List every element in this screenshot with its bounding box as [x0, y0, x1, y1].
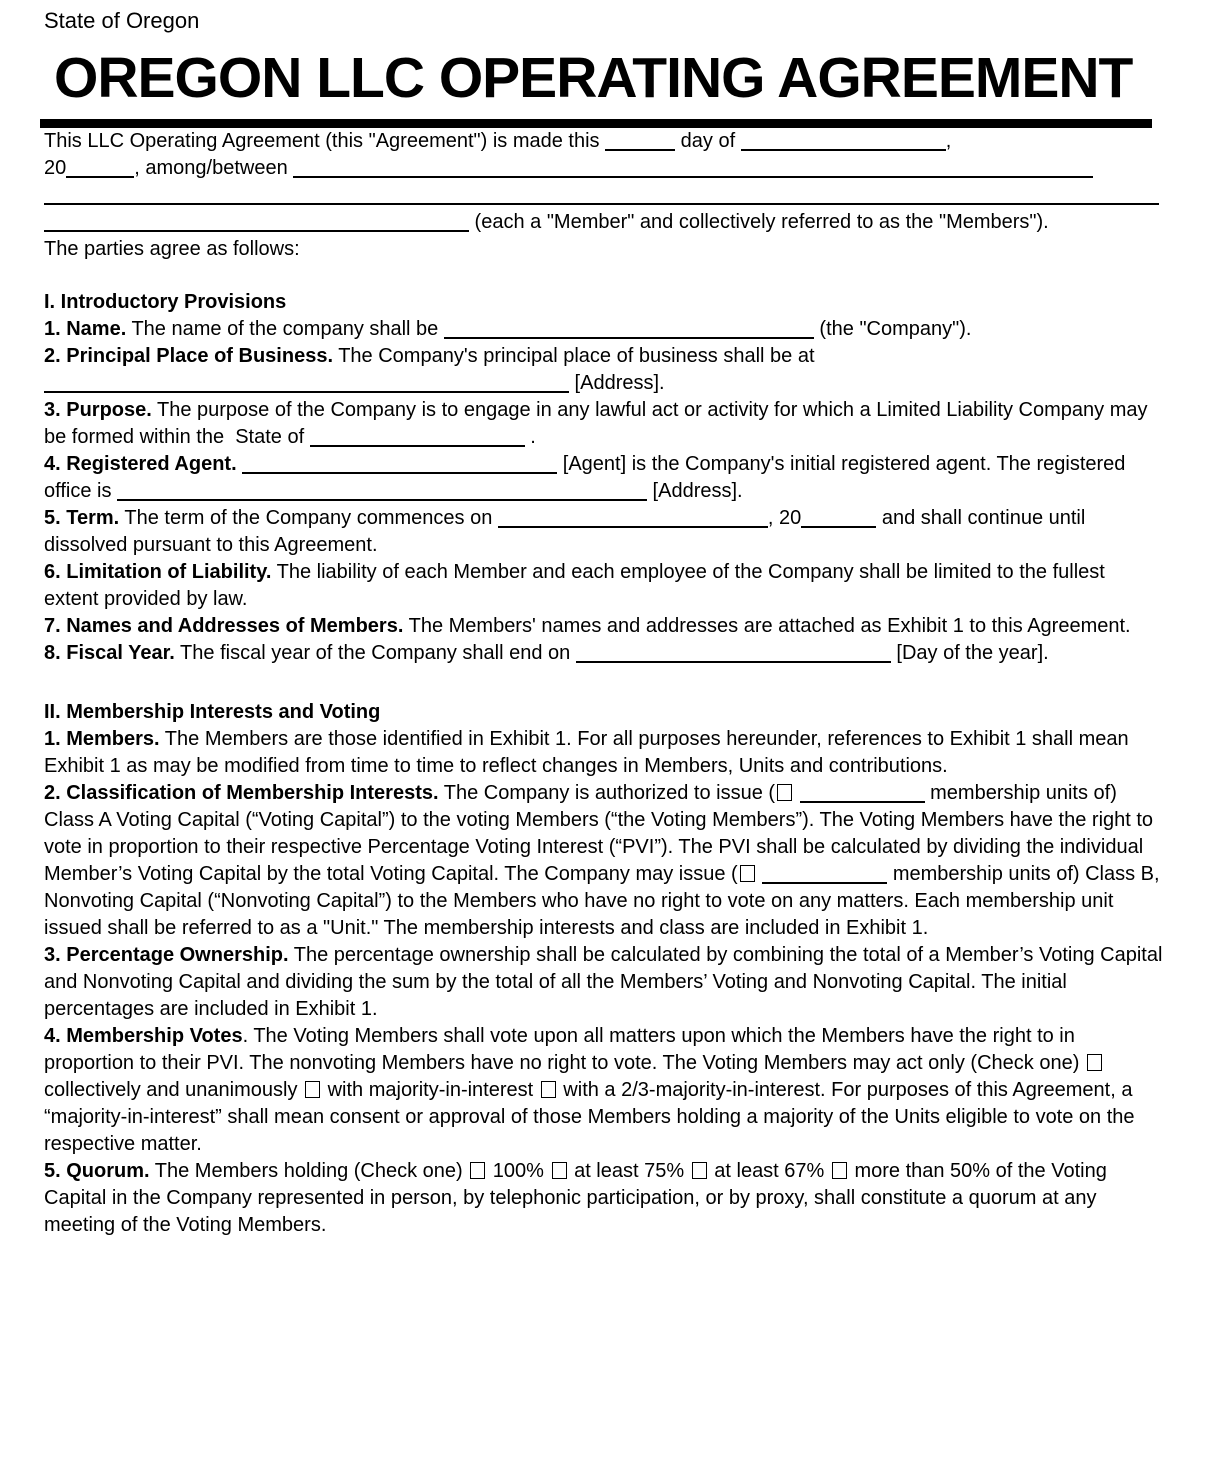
blank-field[interactable]	[44, 210, 469, 232]
checkbox[interactable]	[305, 1081, 320, 1098]
text-run: The Company's principal place of business shall be at	[333, 345, 821, 367]
text-run: membership units of) Class B, Nonvoting Capital (“Nonvoting Capital”) to the Members who have no right to vote on any matters. Each membership unit issued shall be referred to as a "Unit." The membership interests and class are included in Exhibit 1.	[44, 863, 1166, 939]
text-run: [Address].	[569, 372, 665, 394]
item-members	[44, 726, 1164, 780]
text-run: and shall continue until dissolved pursuant to this Agreement.	[44, 507, 1091, 556]
document-body	[44, 128, 1168, 1239]
checkbox[interactable]	[1087, 1054, 1102, 1071]
text-run: This LLC Operating Agreement (this "Agreement") is made this	[44, 130, 606, 152]
item-quorum	[44, 1158, 1164, 1239]
text-run: The term of the Company commences on	[119, 507, 498, 529]
blank-field[interactable]	[800, 781, 925, 803]
checkbox[interactable]	[740, 865, 755, 882]
blank-field[interactable]	[498, 506, 768, 528]
text-run: [Day of the year].	[890, 642, 1049, 664]
text-run: The Members holding (Check one)	[149, 1160, 469, 1182]
bold-text-run: 5. Term.	[44, 507, 120, 529]
checkbox[interactable]	[470, 1162, 485, 1179]
text-run: ,	[945, 130, 952, 152]
blank-field[interactable]	[66, 156, 134, 178]
blank-field[interactable]	[293, 156, 1093, 178]
blank-field[interactable]	[310, 425, 525, 447]
text-run: The Members are those identified in Exhibit 1. For all purposes hereunder, references to Exhibit 1 shall mean Exhibit 1 as may be modified from time to time to reflect changes in Members, Units and contributions.	[44, 728, 1135, 777]
blank-field[interactable]	[242, 452, 557, 474]
bold-text-run: 2. Classification of Membership Interests.	[44, 782, 439, 804]
text-run: , among/between	[134, 157, 294, 179]
text-run: (each a "Member" and collectively referred to as the "Members").	[469, 211, 1049, 233]
text-run: , 20	[767, 507, 802, 529]
item-names-addresses	[44, 613, 1164, 640]
text-run: 100%	[487, 1160, 550, 1182]
blank-field[interactable]	[576, 641, 891, 663]
checkbox[interactable]	[692, 1162, 707, 1179]
checkbox[interactable]	[552, 1162, 567, 1179]
bold-text-run: 3. Percentage Ownership.	[44, 944, 289, 966]
checkbox[interactable]	[777, 784, 792, 801]
bold-text-run: 1. Members.	[44, 728, 160, 750]
section-heading-1	[44, 289, 1164, 316]
item-name	[44, 316, 1164, 343]
blank-field[interactable]	[44, 183, 1159, 205]
item-principal-place	[44, 343, 1164, 397]
parties-line	[44, 236, 1164, 263]
bold-text-run: 7. Names and Addresses of Members.	[44, 615, 404, 637]
bold-text-run: 3. Purpose.	[44, 399, 152, 421]
text-run: [Agent] is the Company's initial registered agent. The registered office is	[44, 453, 1131, 502]
intro-paragraph	[44, 128, 1164, 236]
bold-text-run: 1. Name.	[44, 318, 127, 340]
bold-text-run: 2. Principal Place of Business.	[44, 345, 334, 367]
bold-text-run: 4. Registered Agent.	[44, 453, 243, 475]
blank-field[interactable]	[44, 371, 569, 393]
text-run: more than 50% of the Voting Capital in the Company represented in person, by telephonic participation, or by proxy, shall constitute a quorum at any meeting of the Voting Members.	[44, 1160, 1113, 1236]
item-percentage-ownership	[44, 942, 1168, 1023]
bold-text-run: 4. Membership Votes	[44, 1025, 243, 1047]
blank-field[interactable]	[605, 129, 675, 151]
item-purpose	[44, 397, 1164, 451]
text-run: with a 2/3-majority-in-interest. For purposes of this Agreement, a “majority-in-interest” shall mean consent or approval of those Members holding a majority of the Units eligible to vote on the respective matter.	[44, 1079, 1141, 1155]
document-title: OREGON LLC OPERATING AGREEMENT	[54, 46, 1133, 110]
item-term	[44, 505, 1164, 559]
text-run: The percentage ownership shall be calculated by combining the total of a Member’s Voting Capital and Nonvoting Capital and dividing the sum by the total of all the Members’ Voting and Nonvoting Capital. The initial percentages are included in Exhibit 1.	[44, 944, 1168, 1020]
text-run: collectively and unanimously	[44, 1052, 1110, 1101]
blank-field[interactable]	[801, 506, 876, 528]
text-run: with majority-in-interest	[322, 1079, 539, 1101]
text-run: .	[524, 426, 536, 448]
text-run: . The Voting Members shall vote upon all matters upon which the Members have the right to in proportion to their PVI. The nonvoting Members have no right to vote. The Voting Members may act only (Check one)	[44, 1025, 1085, 1074]
bold-text-run: II. Membership Interests and Voting	[44, 701, 381, 723]
text-run: day of	[675, 130, 741, 152]
section-heading-2	[44, 699, 1164, 726]
checkbox[interactable]	[832, 1162, 847, 1179]
text-run: The liability of each Member and each employee of the Company shall be limited to the fullest extent provided by law.	[44, 561, 1111, 610]
text-run: The fiscal year of the Company shall end on	[174, 642, 576, 664]
item-fiscal-year	[44, 640, 1164, 667]
state-label: State of Oregon	[44, 8, 200, 33]
blank-field[interactable]	[741, 129, 946, 151]
blank-field[interactable]	[444, 317, 814, 339]
blank-field[interactable]	[762, 862, 887, 884]
text-run: The Members' names and addresses are attached as Exhibit 1 to this Agreement.	[403, 615, 1131, 637]
text-run: membership units of) Class A Voting Capital (“Voting Capital”) to the voting Members (“the Voting Members”). The Voting Members have the right to vote in proportion to their respective Percentage Voting Interest (“PVI”). The PVI shall be calculated by dividing the individual Member’s Voting Capital by the total Voting Capital. The Company may issue (	[44, 782, 1159, 885]
text-run: (the "Company").	[813, 318, 972, 340]
blank-field[interactable]	[117, 479, 647, 501]
bold-text-run: 8. Fiscal Year.	[44, 642, 175, 664]
checkbox[interactable]	[541, 1081, 556, 1098]
bold-text-run: 5. Quorum.	[44, 1160, 150, 1182]
item-classification	[44, 780, 1164, 942]
text-run: [Address].	[647, 480, 743, 502]
bold-text-run: I. Introductory Provisions	[44, 291, 287, 313]
text-run: The purpose of the Company is to engage in any lawful act or activity for which a Limited Liability Company may be formed within the State of	[44, 399, 1154, 448]
bold-text-run: 6. Limitation of Liability.	[44, 561, 272, 583]
item-limitation-of-liability	[44, 559, 1164, 613]
text-run: 20	[44, 157, 67, 179]
item-membership-votes	[44, 1023, 1164, 1158]
text-run: The name of the company shall be	[126, 318, 444, 340]
item-registered-agent	[44, 451, 1164, 505]
title-rule	[40, 119, 1152, 128]
text-run: at least 67%	[708, 1160, 830, 1182]
text-run: The parties agree as follows:	[44, 238, 300, 260]
text-run: The Company is authorized to issue (	[438, 782, 776, 804]
text-run: at least 75%	[568, 1160, 690, 1182]
